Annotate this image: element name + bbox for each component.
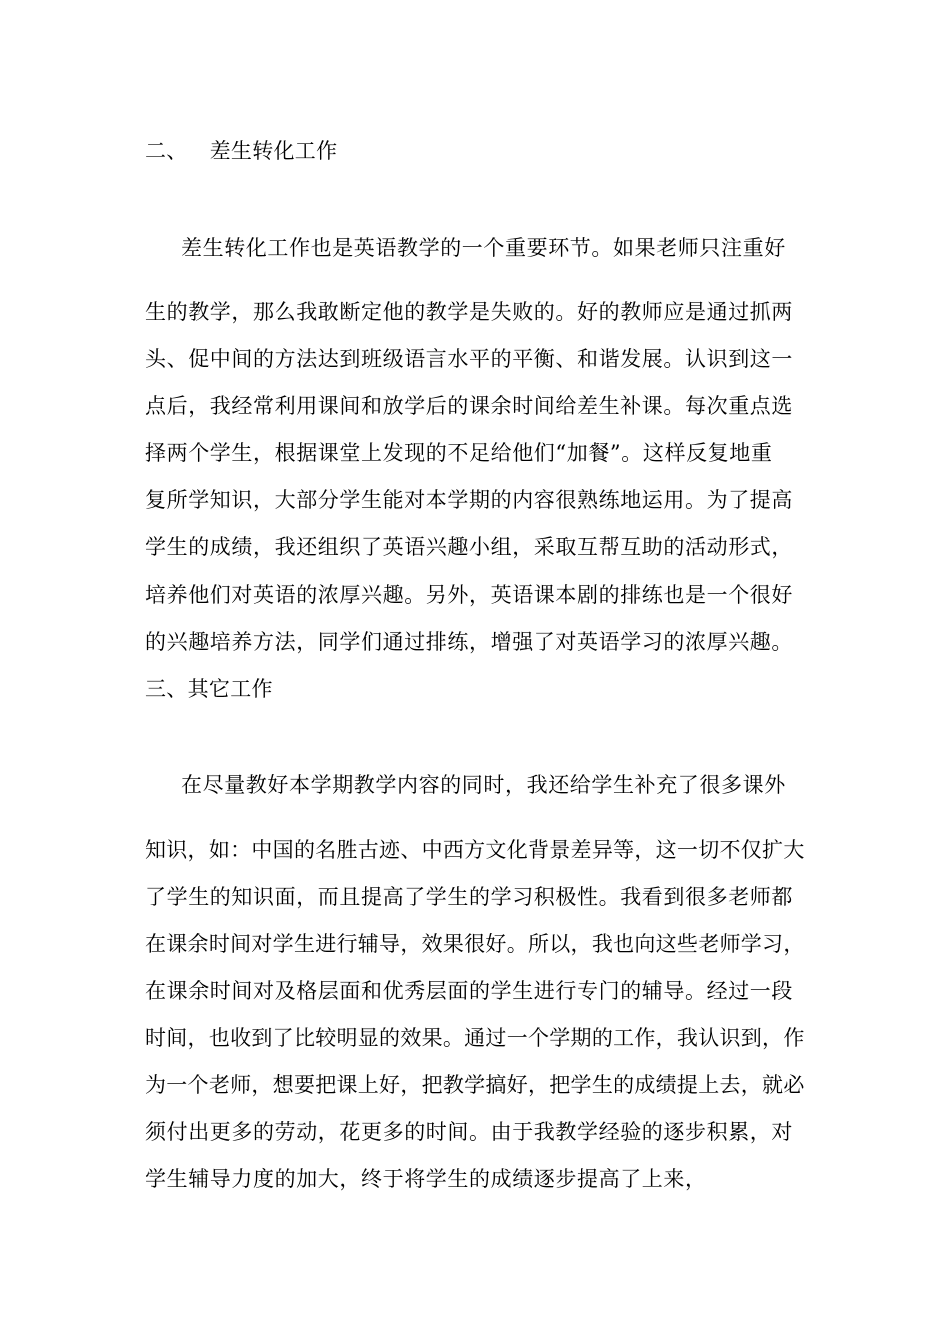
section-2-number: 二、: [145, 139, 188, 163]
section-2-line: 复所学知识，大部分学生能对本学期的内容很熟练地运用。为了提高: [145, 488, 793, 512]
section-3-line: 须付出更多的劳动，花更多的时间。由于我教学经验的逐步积累，对: [145, 1120, 793, 1144]
section-3-line: 在课余时间对学生进行辅导，效果很好。所以，我也向这些老师学习，: [145, 932, 805, 956]
section-3-line: 为一个老师，想要把课上好，把教学搞好，把学生的成绩提上去，就必: [145, 1073, 805, 1097]
section-2-line: 点后，我经常利用课间和放学后的课余时间给差生补课。每次重点选: [145, 394, 793, 418]
section-3-line: 学生辅导力度的加大，终于将学生的成绩逐步提高了上来，: [145, 1167, 707, 1191]
section-2-line: 择两个学生，根据课堂上发现的不足给他们“加餐”。这样反复地重: [145, 441, 773, 465]
section-2-line: 的兴趣培养方法，同学们通过排练，增强了对英语学习的浓厚兴趣。: [145, 630, 793, 654]
section-2-heading: [145, 136, 337, 166]
section-3-line: 时间，也收到了比较明显的效果。通过一个学期的工作，我认识到，作: [145, 1026, 805, 1050]
section-2-title: 差生转化工作: [209, 139, 338, 163]
section-3-line: 在尽量教好本学期教学内容的同时，我还给学生补充了很多课外: [181, 773, 786, 797]
section-3-heading: 三、其它工作: [145, 677, 273, 701]
section-2-line: 学生的成绩，我还组织了英语兴趣小组，采取互帮互助的活动形式，: [145, 535, 793, 559]
section-2-line: 生的教学，那么我敢断定他的教学是失败的。好的教师应是通过抓两: [145, 300, 793, 324]
section-2-line: 培养他们对英语的浓厚兴趣。另外，英语课本剧的排练也是一个很好: [145, 583, 793, 607]
section-2-line: 头、促中间的方法达到班级语言水平的平衡、和谐发展。认识到这一: [145, 347, 793, 371]
section-3-line: 在课余时间对及格层面和优秀层面的学生进行专门的辅导。经过一段: [145, 979, 793, 1003]
section-2-line: 差生转化工作也是英语教学的一个重要环节。如果老师只注重好: [181, 236, 786, 260]
section-3-line: 了学生的知识面，而且提高了学生的学习积极性。我看到很多老师都: [145, 885, 793, 909]
section-3-line: 知识，如：中国的名胜古迹、中西方文化背景差异等，这一切不仅扩大: [145, 838, 805, 862]
